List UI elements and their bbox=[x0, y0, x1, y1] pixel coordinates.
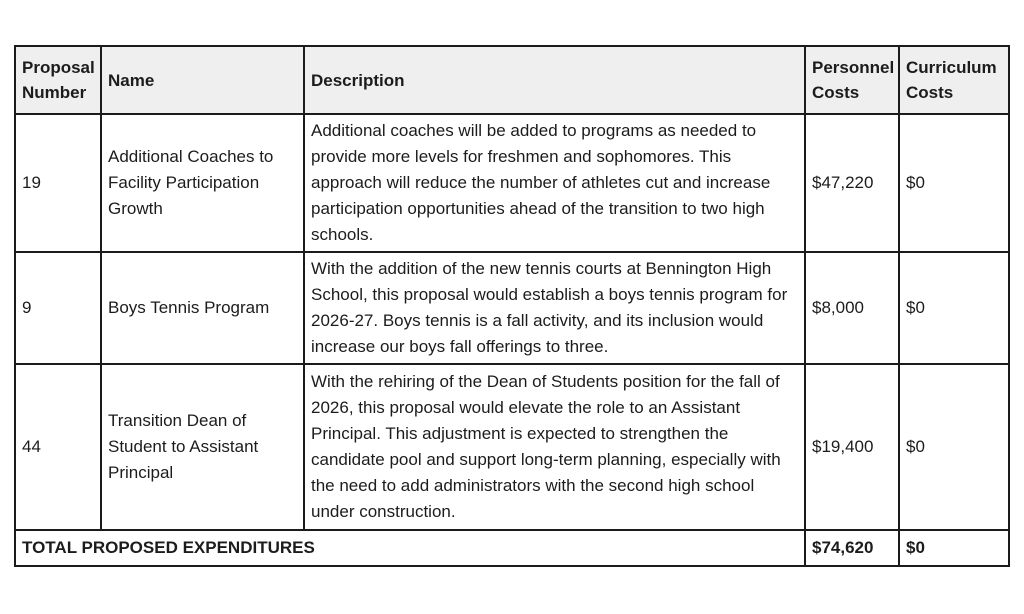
proposal-number-cell: 44 bbox=[15, 364, 101, 530]
name-cell: Transition Dean of Student to Assistant Principal bbox=[101, 364, 304, 530]
total-curriculum-costs-cell: $0 bbox=[899, 530, 1009, 566]
total-label-cell: TOTAL PROPOSED EXPENDITURES bbox=[15, 530, 805, 566]
description-cell: With the addition of the new tennis courts at Bennington High School, this proposal would establish a boys tennis program for 2026-27. Boys tennis is a fall activity, and its inclusion would increase our boys fall offerings to three. bbox=[304, 252, 805, 364]
total-personnel-costs-cell: $74,620 bbox=[805, 530, 899, 566]
column-header-curriculum-costs: Curriculum Costs bbox=[899, 46, 1009, 114]
table-row bbox=[15, 252, 1009, 364]
name-cell: Boys Tennis Program bbox=[101, 252, 304, 364]
description-cell: Additional coaches will be added to programs as needed to provide more levels for freshmen and sophomores. This approach will reduce the number of athletes cut and increase participation opportunities ahead of the transition to two high schools. bbox=[304, 114, 805, 252]
table-row bbox=[15, 114, 1009, 252]
column-header-personnel-costs: Personnel Costs bbox=[805, 46, 899, 114]
name-cell: Additional Coaches to Facility Participation Growth bbox=[101, 114, 304, 252]
curriculum-costs-cell: $0 bbox=[899, 252, 1009, 364]
curriculum-costs-cell: $0 bbox=[899, 114, 1009, 252]
proposal-number-cell: 9 bbox=[15, 252, 101, 364]
proposal-number-cell: 19 bbox=[15, 114, 101, 252]
table-row bbox=[15, 364, 1009, 530]
header-row bbox=[15, 46, 1009, 114]
description-cell: With the rehiring of the Dean of Students position for the fall of 2026, this proposal would elevate the role to an Assistant Principal. This adjustment is expected to strengthen the candidate pool and support long-term planning, especially with the need to add administrators with the second high school under construction. bbox=[304, 364, 805, 530]
proposed-expenditures-table bbox=[14, 45, 1010, 567]
total-row bbox=[15, 530, 1009, 566]
column-header-proposal-number: Proposal Number bbox=[15, 46, 101, 114]
personnel-costs-cell: $19,400 bbox=[805, 364, 899, 530]
column-header-description: Description bbox=[304, 46, 805, 114]
personnel-costs-cell: $8,000 bbox=[805, 252, 899, 364]
curriculum-costs-cell: $0 bbox=[899, 364, 1009, 530]
personnel-costs-cell: $47,220 bbox=[805, 114, 899, 252]
column-header-name: Name bbox=[101, 46, 304, 114]
